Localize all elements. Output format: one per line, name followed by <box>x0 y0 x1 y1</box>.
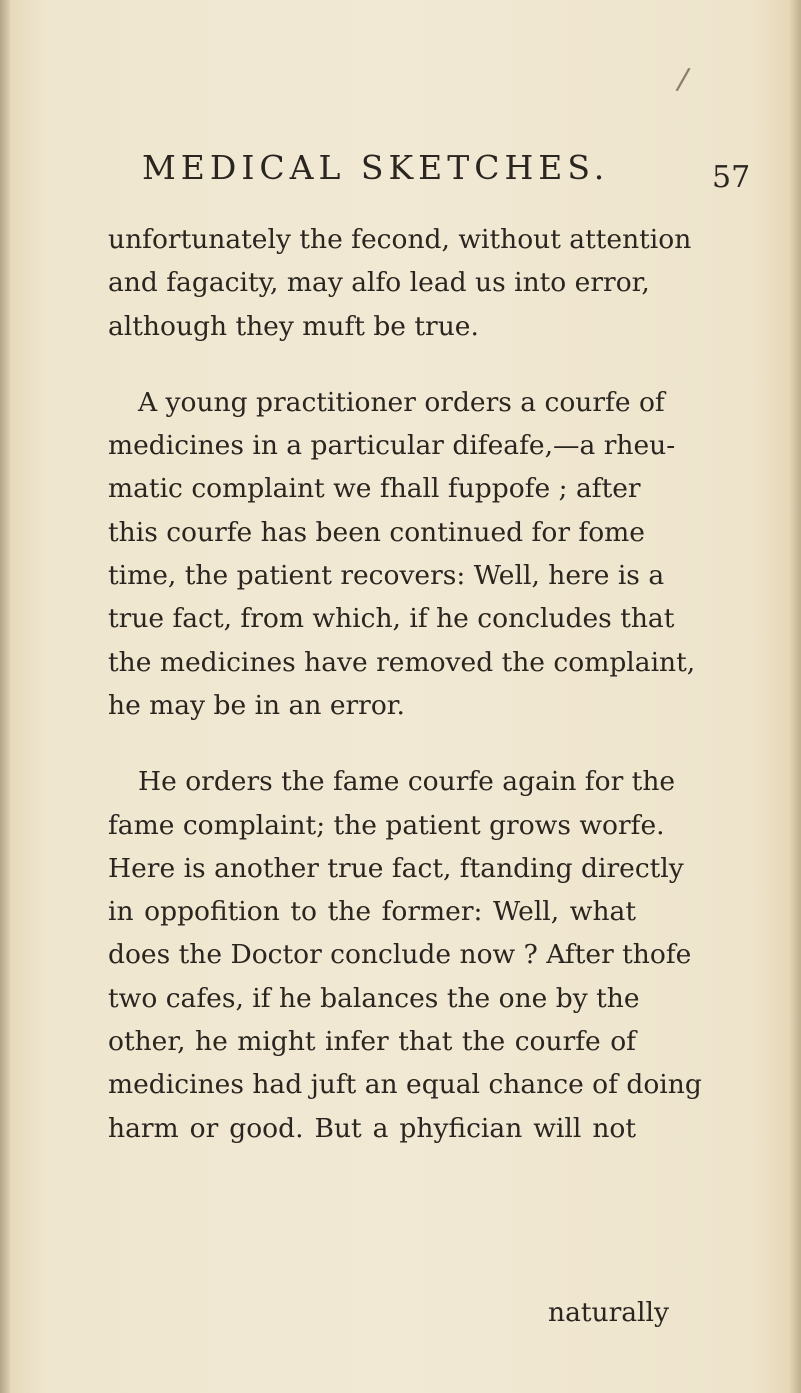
text-line: fame complaint; the patient grows worfe. <box>108 809 665 841</box>
paragraph-1 <box>108 218 692 348</box>
text-line: this courfe has been continued for fome <box>108 516 645 548</box>
catchword: naturally <box>548 1297 669 1328</box>
page-number: 57 <box>712 160 751 195</box>
text-line: unfortunately the fecond, without attention <box>108 224 692 255</box>
text-line: other, he might infer that the courfe of <box>108 1026 636 1058</box>
text-line: does the Doctor conclude now ? After thofe <box>108 939 692 971</box>
text-line: he may be in an error. <box>108 689 405 721</box>
text-line: He orders the fame courfe again for the <box>138 766 676 798</box>
text-line: Here is another true fact, ftanding directly <box>108 852 684 884</box>
page-edge-shadow <box>789 0 801 1393</box>
text-line: matic complaint we fhall fuppofe ; after <box>108 473 641 505</box>
text-line: although they muft be true. <box>108 310 479 342</box>
running-title: MEDICAL SKETCHES. <box>142 148 610 187</box>
text-line: time, the patient recovers: Well, here is a <box>108 560 665 592</box>
gutter-shadow <box>0 0 10 1393</box>
stray-mark: / <box>674 61 692 98</box>
text-line: A young practitioner orders a courfe of <box>138 386 665 418</box>
text-line: medicines had juft an equal chance of doing <box>108 1069 702 1101</box>
text-line: the medicines have removed the complaint, <box>108 646 696 678</box>
text-line: medicines in a particular difeafe,—a rheu- <box>108 430 676 462</box>
paragraph-3 <box>108 760 702 1150</box>
text-line: true fact, from which, if he concludes that <box>108 603 675 635</box>
text-line: and fagacity, may alfo lead us into error, <box>108 267 650 299</box>
text-line: in oppofition to the former: Well, what <box>108 896 636 928</box>
text-line: harm or good. But a phyfician will not <box>108 1112 636 1144</box>
body-text <box>108 218 702 1150</box>
text-line: two cafes, if he balances the one by the <box>108 982 640 1014</box>
paragraph-2 <box>108 381 696 727</box>
